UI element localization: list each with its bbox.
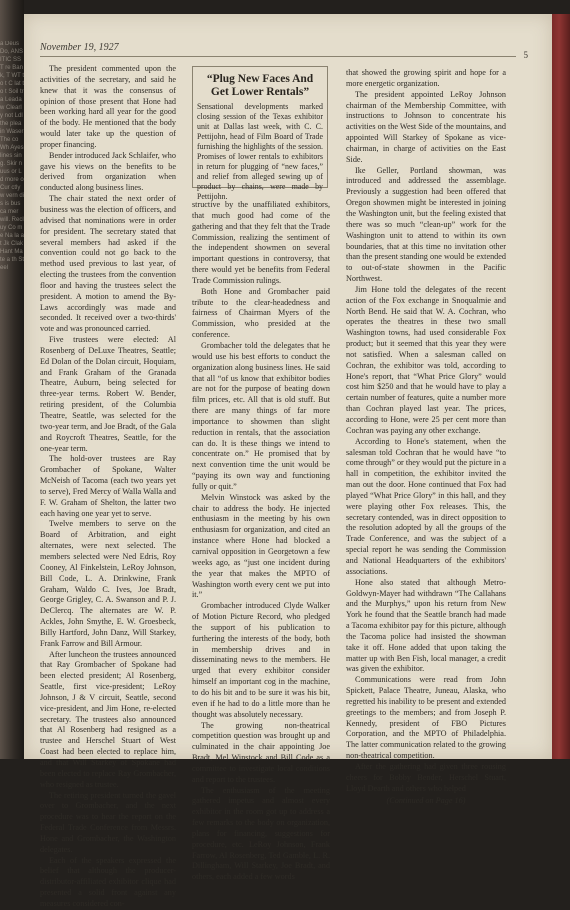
column-3: [346, 68, 506, 806]
paragraph: Each of the speakers expressed the belief that although the producer-distributor-affiliated exhibitor clique had presented a solid front against any measures considered con-: [40, 855, 176, 908]
header-rule: [40, 56, 516, 57]
paragraph: The chair stated the next order of business was the election of officers, and advised that nominations were in order for president. The secretary stated that several members had asked if the convention could not go back to the method used previous to last year, of electing the trustees from the convention floor and having the trustees select the president. A motion to amend the By-Laws accordingly was made and seconded. It received over a two-thirds' vote and was pronounced carried.: [40, 194, 176, 334]
paragraph: Grombacher told the delegates that he would use his best efforts to conduct the organization along business lines. He said that all “of us know that exhibitor bodies are not for the purpose of beating down film prices, etc. All that is old stuff. But there are many things of far more importance to showmen than slight reduction in rentals, that the association can do. It is these things we intend to concentrate on.” He promised that by next convention time the unit would be “paying its own way and functioning fully or quit.”: [192, 340, 330, 491]
paragraph: After the gathering had given three rousing cheers for Bobby Bender, Herschel Stuart, Lloyd Dearth and others who helped: [346, 762, 506, 793]
paragraph: Both Hone and Grombacher paid tribute to the clear-headedness and fairness of Chairman Myers of the Commission, who presided at the conference.: [192, 286, 330, 340]
paragraph: Bender introduced Jack Schlaifer, who gave his views on the benefits to be derived from organization when conducted along business lines.: [40, 150, 176, 193]
issue-date: November 19, 1927: [40, 42, 119, 53]
paragraph: Jim Hone told the delegates of the recent action of the Fox exchange in Snoqualmie and North Bend. He said that W. A. Cochran, who operates the theatres in these two small Washington towns, had used considerable Fox product; but it seemed that this year they were not satisfied. When a salesman called on Cochran, the exhibitor was told, according to Hone's report, that “What Price Glory” would cost him $250 and that he would have to play a certain number of features, quite a number more than Cochran played last year. The prices, according to Hone, were 25 per cent more than Cochran was paying any other exchange.: [346, 284, 506, 435]
sidebar-box: [192, 66, 328, 201]
column-2: [192, 200, 330, 883]
paragraph: After luncheon the trustees announced that Ray Grombacher of Spokane had been elected president; Al Rosenberg, Seattle, first vice-president; LeRoy Johnson, J & V circuit, Seattle, second vice-president, and Jim Hone, re-elected secretary. The trustees also announced that Al Rosenberg had resigned as a trustee and Herschel Stuart of West Coast had been elected to replace him, and that Will Starkey of Spokane had been elected to replace Ray Grombacher, who resigned as trustee.: [40, 649, 176, 789]
paragraph: The enthusiasm of the meeting gathered impetus and almost every exhibitor in the room got up to address a few remarks to the body on organization, plans for financing, suggestions for procedure, etc. LeRoy Johnson, Frank Farrow, Al Rosenberg, Ted Gamble, L. R. Dillingham, Will Starkey, Joe Bradt, and others, each added a few words: [192, 785, 330, 882]
box-text: Sensational developments marked closing session of the Texas exhibitor unit at Dallas last week, with C. C. Pettijohn, head of Film Board of Trade furnishing the highlights of the session. Promises of lower rentals to exhibitors in return for plugging of “new faces,” and relief from alleged sewing up of product by chains, were made by Pettijohn.: [197, 102, 323, 201]
book-binding: [0, 0, 24, 759]
paragraph: The retiring president turned the gavel over to Grombacher, and the next procedure was to hear the report on the Federal Trade Conference from Messrs. Hone and Grombacher, the Washington delegates.: [40, 790, 176, 854]
paragraph: Ike Geller, Portland showman, was introduced and addressed the assemblage. Previously a suggestion had been offered that Oregon showmen might be interested in joining the Washington unit, but the feeling existed that there was so much “clean-up” work for the Washington unit to attend to within its own boundaries, that at this time no invitation other than the present standing one would be extended to out-of-state showmen in the Pacific Northwest.: [346, 165, 506, 284]
box-title: “Plug New Faces And Get Lower Rentals”: [206, 73, 314, 98]
paragraph: Communications were read from John Spickett, Palace Theatre, Juneau, Alaska, who regretted his inability to be present and extended greetings to the members; and from Joseph P. Kennedy, president of FBO Pictures Corporation, and the MPTO of Philadelphia. The latter communication related to the growing non-theatrical competition.: [346, 675, 506, 761]
paragraph: Grombacher introduced Clyde Walker of Motion Picture Record, who pledged the support of his publication to furthering the interests of the body, both in membership drives and in disseminating news to the members. He urged that every exhibitor consider himself an important cog in the machine, to do his bit and to be sure it was his bit, even if he had to do a little more than he thought was absolutely necessary.: [192, 601, 330, 719]
paragraph: The hold-over trustees are Ray Grombacher of Spokane, Walter McNeish of Tacoma (each two years yet to serve), Fred Mercy of Walla Walla and F. W. Graham of Shelton, the latter two each having one year yet to serve.: [40, 454, 176, 518]
page-number: 5: [523, 50, 528, 60]
book-cover-edge: [552, 14, 570, 759]
paragraph: Hone also stated that although Metro-Goldwyn-Mayer had withdrawn “The Callahans and the Murphys,” upon his return from New York he found that the Seattle branch had made a Tacoma exhibitor pay for this picture, although the Tacoma police had insisted the showman take it off. Hone added that upon taking the matter up with Ben Fish, local manager, a credit was given the exhibitor.: [346, 577, 506, 674]
paragraph: The president appointed LeRoy Johnson chairman of the Membership Committee, with instructions to Johnson to concentrate his activities on the West Side of the mountains, and appointed Will Starkey of Spokane as vice-chairman, in charge of activities on the East Side.: [346, 89, 506, 164]
continued-note: (Continued on Page 16): [386, 795, 466, 805]
paragraph: Five trustees were elected: Al Rosenberg of DeLuxe Theatres, Seattle; Ed Dolan of the Dolan circuit, Hoquiam, and Frank Graham of the Granada Theatre, Auburn, being selected for three-year terms. Robert W. Bender, retiring president, of the Columbia Theatre, Seattle, was selected for the two-year term, and Joe Bradt, of the Gala and Roycroft Theatres, Seattle, for the one-year term.: [40, 335, 176, 453]
previous-page-fragment: a Deus Do, ANSITIC SST re Bank, T WT to t C lat to t Soil tra Leadaw Clearly not Ldl the plea in Waser The co Wh Ayes lines sing. Skir nuus or L d more o Cur ctly w vern dis is bus ca mer will. Recluy Co me Na la at Jk Clak Hant Mate a th Steel: [0, 41, 24, 271]
paragraph: The president commented upon the activities of the secretary, and said he knew that it was the consensus of opinion of those present that Hone had been working hard all year for the good of the body. He mentioned that the body would later take up the question of proper financing.: [40, 64, 176, 149]
paragraph: According to Hone's statement, when the salesman told Cochran that he would have “to come through” or they would put the picture in a hall in competition, the exhibitor invited the man out the door. Hone continued that Fox had played “What Price Glory” in this hall, and they were playing other Fox releases. This, the secretary contended, was in direct opposition to the resolution adopted by all the groups of the Trade Conference, and was the subject of a special report he was sending the Commission and National Headquarters of the exhibitors' associations.: [346, 436, 506, 576]
column-1: [40, 64, 176, 910]
paragraph: that showed the growing spirit and hope for a more energetic organization.: [346, 68, 506, 88]
magazine-page: [24, 14, 552, 908]
paragraph: Twelve members to serve on the Board of Arbitration, and eight alternates, were next selected. The members selected were Ned Edris, Roy Cooney, Al Finkelstein, LeRoy Johnson, Bill Code, L. A. Drinkwine, Frank Graham, Waldo C. Ives, Joe Bradt, George Grigley, C. A. Swanson and P. J. DeClercq. The alternates are W. P. Ackles, John Smythe, E. W. Groesbeck, Billy Hartford, John Danz, Will Starkey, Frank Farrow and Bill Armour.: [40, 519, 176, 648]
paragraph: structive by the unaffiliated exhibitors, that much good had come of the gathering and that they felt that the Trade Commission, realizing the sentiment of the independent showmen on several important questions in controversy, that there would yet be benefits from Federal Trade Commission rulings.: [192, 200, 330, 285]
paragraph: The growing non-theatrical competition question was brought up and culminated in the chair appointing Joe Bradt, Mel Winstock and Bill Code as a committee to investigate local conditions and report to the trustees.: [192, 720, 330, 784]
paragraph: Melvin Winstock was asked by the chair to address the body. He injected enthusiasm in the meeting by his own enthusiasm for organization, and cited an instance where Hone had blocked a carnival opposition in Georgetown a few weeks ago, as “just one incident during the year that makes the MPTO of Washington worth every cent we put into it.”: [192, 492, 330, 600]
